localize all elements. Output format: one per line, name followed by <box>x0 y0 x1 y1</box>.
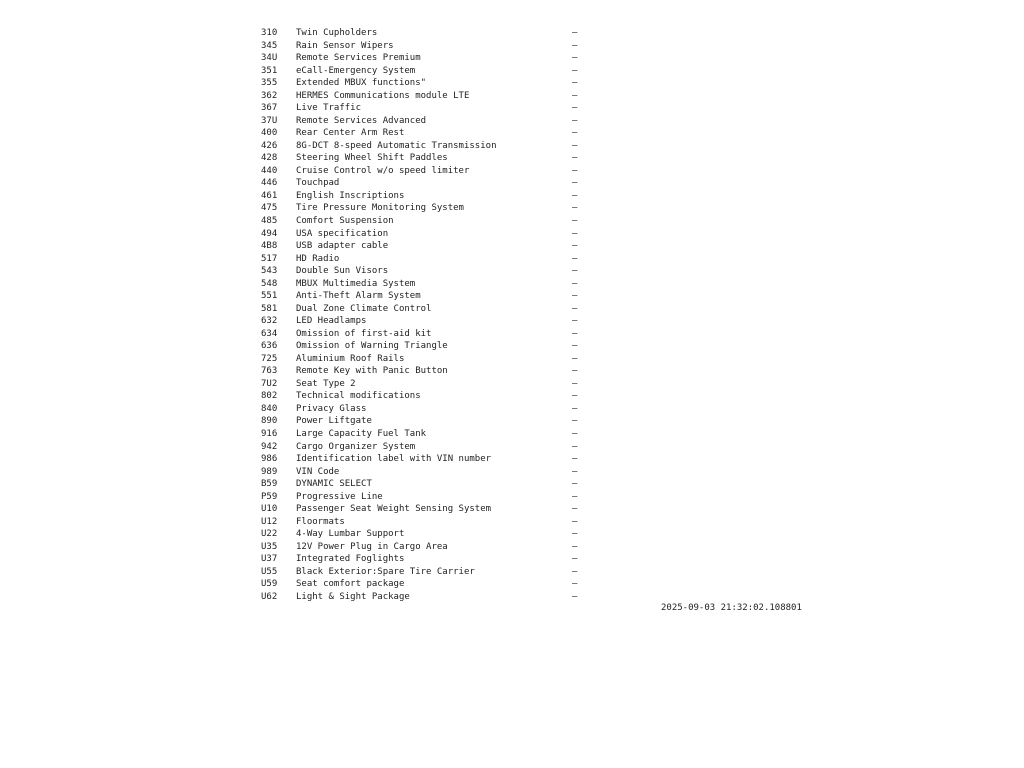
options-table <box>261 27 591 603</box>
option-row <box>261 127 591 140</box>
option-code: 428 <box>261 153 278 164</box>
option-price: — <box>572 579 578 590</box>
option-description: Floormats <box>296 516 345 527</box>
option-code: 37U <box>261 115 278 126</box>
option-price: — <box>572 429 578 439</box>
option-code: 7U2 <box>261 378 278 389</box>
option-row <box>261 278 591 291</box>
option-row <box>261 90 591 103</box>
option-code: 581 <box>261 303 278 314</box>
option-price: — <box>572 228 578 239</box>
option-code: 763 <box>261 366 278 377</box>
option-description: Power Liftgate <box>296 416 372 427</box>
option-row <box>261 441 591 454</box>
option-description: Live Traffic <box>296 103 362 114</box>
option-description: Seat Type 2 <box>296 378 356 389</box>
option-code: 351 <box>261 65 278 76</box>
option-row <box>261 27 591 40</box>
option-price: — <box>572 366 578 377</box>
option-price: — <box>572 140 578 151</box>
option-price: — <box>572 278 578 289</box>
option-row <box>261 52 591 65</box>
option-description: English Inscriptions <box>296 190 405 201</box>
option-description: Omission of first-aid kit <box>296 328 432 339</box>
option-description: Twin Cupholders <box>296 28 378 38</box>
option-row <box>261 528 591 541</box>
option-price: — <box>572 190 578 201</box>
option-price: — <box>572 303 578 314</box>
option-description: Touchpad <box>296 178 340 189</box>
option-price: — <box>572 353 578 364</box>
option-description: Aluminium Roof Rails <box>296 353 405 364</box>
option-code: 4B8 <box>261 241 278 252</box>
option-description: Seat comfort package <box>296 579 405 590</box>
option-code: 461 <box>261 190 278 201</box>
option-description: Remote Key with Panic Button <box>296 366 448 377</box>
option-row <box>261 591 591 604</box>
option-code: 34U <box>261 53 278 64</box>
option-description: HD Radio <box>296 253 340 264</box>
option-code: U35 <box>261 541 278 552</box>
option-code: 636 <box>261 341 278 352</box>
option-row <box>261 202 591 215</box>
option-code: 517 <box>261 253 278 264</box>
option-code: 362 <box>261 90 278 101</box>
option-code: 942 <box>261 441 278 452</box>
option-row <box>261 428 591 441</box>
option-code: 916 <box>261 429 278 439</box>
option-code: 989 <box>261 466 278 477</box>
option-price: — <box>572 90 578 101</box>
option-price: — <box>572 391 578 402</box>
option-row <box>261 516 591 529</box>
option-price: — <box>572 316 578 327</box>
option-description: Black Exterior:Spare Tire Carrier <box>296 566 475 577</box>
option-row <box>261 541 591 554</box>
option-description: Light & Sight Package <box>296 591 410 602</box>
option-row <box>261 115 591 128</box>
option-code: 890 <box>261 416 278 427</box>
option-description: eCall-Emergency System <box>296 65 416 76</box>
option-price: — <box>572 78 578 89</box>
option-price: — <box>572 529 578 540</box>
option-code: 446 <box>261 178 278 189</box>
option-price: — <box>572 165 578 176</box>
option-price: — <box>572 403 578 414</box>
option-row <box>261 65 591 78</box>
option-price: — <box>572 291 578 302</box>
option-code: 367 <box>261 103 278 114</box>
option-description: 4-Way Lumbar Support <box>296 529 405 540</box>
option-price: — <box>572 491 578 502</box>
option-description: Large Capacity Fuel Tank <box>296 429 427 439</box>
option-description: VIN Code <box>296 466 340 477</box>
option-row <box>261 491 591 504</box>
option-price: — <box>572 454 578 465</box>
option-row <box>261 303 591 316</box>
option-price: — <box>572 328 578 339</box>
option-row <box>261 378 591 391</box>
option-description: Remote Services Premium <box>296 53 421 64</box>
option-price: — <box>572 40 578 51</box>
option-code: 400 <box>261 128 278 139</box>
option-code: 548 <box>261 278 278 289</box>
option-row <box>261 466 591 479</box>
option-code: 986 <box>261 454 278 465</box>
option-description: DYNAMIC SELECT <box>296 479 372 490</box>
option-price: — <box>572 115 578 126</box>
option-description: Cruise Control w/o speed limiter <box>296 165 470 176</box>
option-price: — <box>572 441 578 452</box>
option-code: 840 <box>261 403 278 414</box>
option-code: U10 <box>261 504 278 515</box>
option-price: — <box>572 153 578 164</box>
option-price: — <box>572 28 578 38</box>
option-code: U55 <box>261 566 278 577</box>
option-row <box>261 77 591 90</box>
option-price: — <box>572 541 578 552</box>
option-price: — <box>572 178 578 189</box>
option-code: 475 <box>261 203 278 214</box>
option-row <box>261 102 591 115</box>
option-description: Extended MBUX functions" <box>296 78 427 89</box>
option-description: Cargo Organizer System <box>296 441 416 452</box>
option-code: 543 <box>261 266 278 277</box>
option-description: Omission of Warning Triangle <box>296 341 448 352</box>
option-description: MBUX Multimedia System <box>296 278 416 289</box>
option-row <box>261 566 591 579</box>
option-description: Integrated Foglights <box>296 554 405 565</box>
option-row <box>261 265 591 278</box>
option-price: — <box>572 65 578 76</box>
option-price: — <box>572 466 578 477</box>
option-code: 634 <box>261 328 278 339</box>
option-row <box>261 340 591 353</box>
option-price: — <box>572 341 578 352</box>
option-code: 725 <box>261 353 278 364</box>
option-row <box>261 228 591 241</box>
option-price: — <box>572 103 578 114</box>
option-code: 485 <box>261 215 278 226</box>
generated-timestamp: 2025-09-03 21:32:02.108801 <box>661 603 802 613</box>
option-row <box>261 353 591 366</box>
option-code: U62 <box>261 591 278 602</box>
option-description: Remote Services Advanced <box>296 115 427 126</box>
option-row <box>261 390 591 403</box>
option-row <box>261 503 591 516</box>
option-price: — <box>572 554 578 565</box>
option-price: — <box>572 203 578 214</box>
option-price: — <box>572 591 578 602</box>
option-price: — <box>572 378 578 389</box>
option-row <box>261 453 591 466</box>
option-price: — <box>572 516 578 527</box>
option-description: Tire Pressure Monitoring System <box>296 203 464 214</box>
option-code: 632 <box>261 316 278 327</box>
option-code: U12 <box>261 516 278 527</box>
option-price: — <box>572 241 578 252</box>
option-row <box>261 253 591 266</box>
option-row <box>261 215 591 228</box>
option-description: Rear Center Arm Rest <box>296 128 405 139</box>
option-row <box>261 40 591 53</box>
option-code: 345 <box>261 40 278 51</box>
option-description: Comfort Suspension <box>296 215 394 226</box>
option-description: 12V Power Plug in Cargo Area <box>296 541 448 552</box>
option-description: Double Sun Visors <box>296 266 389 277</box>
option-description: Technical modifications <box>296 391 421 402</box>
option-code: U22 <box>261 529 278 540</box>
option-code: 310 <box>261 28 278 38</box>
option-row <box>261 290 591 303</box>
option-description: Steering Wheel Shift Paddles <box>296 153 448 164</box>
option-price: — <box>572 504 578 515</box>
option-code: U37 <box>261 554 278 565</box>
option-description: LED Headlamps <box>296 316 367 327</box>
option-row <box>261 165 591 178</box>
option-code: 355 <box>261 78 278 89</box>
option-row <box>261 578 591 591</box>
option-price: — <box>572 566 578 577</box>
option-description: Rain Sensor Wipers <box>296 40 394 51</box>
option-code: B59 <box>261 479 278 490</box>
option-code: U59 <box>261 579 278 590</box>
option-description: Privacy Glass <box>296 403 367 414</box>
option-description: USA specification <box>296 228 389 239</box>
option-price: — <box>572 128 578 139</box>
option-code: P59 <box>261 491 278 502</box>
option-description: USB adapter cable <box>296 241 389 252</box>
option-row <box>261 240 591 253</box>
option-price: — <box>572 253 578 264</box>
option-code: 426 <box>261 140 278 151</box>
option-row <box>261 177 591 190</box>
option-row <box>261 478 591 491</box>
option-row <box>261 152 591 165</box>
option-row <box>261 315 591 328</box>
option-description: Dual Zone Climate Control <box>296 303 432 314</box>
option-row <box>261 190 591 203</box>
option-code: 551 <box>261 291 278 302</box>
option-description: HERMES Communications module LTE <box>296 90 470 101</box>
option-price: — <box>572 416 578 427</box>
option-row <box>261 403 591 416</box>
option-row <box>261 140 591 153</box>
option-code: 440 <box>261 165 278 176</box>
option-price: — <box>572 215 578 226</box>
option-row <box>261 553 591 566</box>
option-price: — <box>572 266 578 277</box>
option-description: Anti-Theft Alarm System <box>296 291 421 302</box>
option-description: Progressive Line <box>296 491 383 502</box>
option-row <box>261 365 591 378</box>
option-code: 494 <box>261 228 278 239</box>
option-description: Passenger Seat Weight Sensing System <box>296 504 492 515</box>
option-row <box>261 328 591 341</box>
option-row <box>261 415 591 428</box>
option-description: Identification label with VIN number <box>296 454 492 465</box>
option-code: 802 <box>261 391 278 402</box>
option-price: — <box>572 53 578 64</box>
option-price: — <box>572 479 578 490</box>
option-description: 8G-DCT 8-speed Automatic Transmission <box>296 140 497 151</box>
